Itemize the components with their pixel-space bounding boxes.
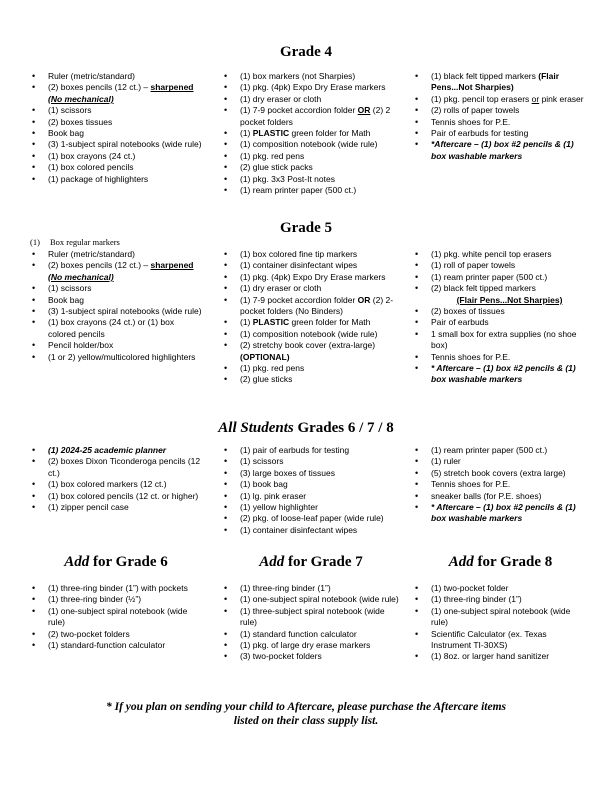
supply-item-text: (1) three-subject spiral notebook (wide rule) (240, 605, 385, 628)
supply-item-text: (1) pkg. white pencil top erasers (431, 249, 552, 259)
grade5-preline-number: (1) (30, 237, 40, 247)
grade8-heading-rest: for Grade 8 (473, 554, 553, 570)
supply-list (222, 583, 400, 663)
supply-item-text: (3) 1-subject spiral notebooks (wide rule) (48, 306, 202, 317)
supply-item-text: (2) boxes of tissues (431, 306, 505, 317)
supply-item (30, 606, 202, 629)
supply-item (222, 491, 400, 502)
all-students-heading (0, 420, 612, 437)
supply-item (413, 583, 588, 594)
supply-item (222, 525, 400, 536)
aftercare-note (60, 700, 552, 728)
supply-item-text: Book bag (48, 294, 84, 305)
supply-item-text: (Flair Pens...Not Sharpies) (456, 294, 563, 305)
supply-item (222, 272, 400, 283)
supply-list (222, 71, 400, 196)
supply-item-text: (1) ream printer paper (500 ct.) (431, 271, 548, 282)
supply-list (413, 249, 588, 386)
supply-item-text: or (531, 93, 540, 104)
supply-item-text: Ruler (metric/standard) (48, 249, 135, 259)
supply-item (413, 117, 588, 128)
supply-item-text: (2) 2 pocket folders (240, 105, 391, 127)
supply-item-text: (1) one-subject spiral notebook (wide rule) (48, 605, 188, 628)
supply-item-text: (1) two-pocket folder (431, 583, 509, 593)
supply-item (30, 594, 202, 605)
supply-item (413, 352, 588, 363)
grade6-heading (30, 554, 202, 571)
supply-item (30, 151, 202, 162)
supply-item (413, 272, 588, 283)
supply-item (413, 445, 588, 456)
supply-item (222, 583, 400, 594)
supply-list (413, 445, 588, 525)
grade5-heading: Grade 5 (279, 220, 333, 236)
supply-item-text: (1) box colored markers (12 ct.) (48, 479, 167, 490)
supply-item-text: (1) pkg. 3x3 Post-It notes (240, 173, 335, 184)
supply-item-text: (1) box colored fine tip markers (240, 249, 358, 259)
supply-item (30, 306, 202, 317)
supply-item-text: (1) package of highlighters (48, 173, 149, 184)
supply-item-text: (Flair Pens...Not Sharpies) (431, 71, 560, 93)
supply-item (30, 295, 202, 306)
supply-item (30, 352, 202, 363)
supply-item-text: pink eraser (539, 93, 584, 104)
supply-item (30, 82, 202, 105)
grade8-list (413, 583, 588, 663)
supply-item-text: (1) standard-function calculator (48, 640, 166, 651)
supply-item (30, 174, 202, 185)
supply-item (222, 502, 400, 513)
supply-item-text: sharpened (150, 260, 194, 271)
grade7-heading-rest: for Grade 7 (284, 554, 363, 570)
supply-item (413, 491, 588, 502)
supply-item-text: 1 small box for extra supplies (no shoe box) (431, 328, 577, 351)
supply-item-text: *Aftercare – (1) box #2 pencils & (1) box washable markers (431, 139, 574, 161)
supply-item-text: (No mechanical) (48, 93, 114, 104)
supply-item (222, 594, 400, 605)
supply-list (413, 71, 588, 162)
supply-item-text: (1) pkg. (4pk) Expo Dry Erase markers (240, 271, 386, 282)
supply-item (222, 629, 400, 640)
supply-item (30, 283, 202, 294)
supply-item-text: (1) box crayons (24 ct.) (48, 150, 136, 161)
supply-item (30, 71, 202, 82)
supply-item (222, 105, 400, 128)
supply-item-text: (1) book bag (240, 479, 288, 490)
grade4-col2 (222, 71, 400, 196)
supply-item (222, 468, 400, 479)
supply-item (413, 606, 588, 629)
supply-item-text: (1) three-ring binder (1”) (240, 583, 331, 593)
supply-item (413, 629, 588, 652)
all-students-col3 (413, 445, 588, 525)
supply-item (30, 340, 202, 351)
grade5-preline-text: Box regular markers (50, 237, 120, 247)
aftercare-note-line1: * If you plan on sending your child to Aftercare, please purchase the Aftercare items (105, 701, 507, 713)
supply-item (413, 456, 588, 467)
supply-item-text: (1) ream printer paper (500 ct.) (240, 185, 357, 196)
supply-item (222, 249, 400, 260)
supply-item-text: (1) composition notebook (wide rule) (240, 139, 378, 150)
supply-item (413, 651, 588, 662)
supply-item (222, 174, 400, 185)
all-students-col1 (30, 445, 202, 513)
supply-item (222, 185, 400, 196)
supply-item (413, 479, 588, 490)
supply-item (413, 502, 588, 525)
supply-item (30, 491, 202, 502)
supply-item (413, 94, 588, 105)
supply-item (413, 249, 588, 260)
supply-item-text: Pair of earbuds for testing (431, 128, 529, 139)
supply-item (30, 456, 202, 479)
supply-item (413, 468, 588, 479)
supply-item-text: (2) pkg. of loose-leaf paper (wide rule) (240, 513, 384, 524)
supply-item-text: (1) box crayons (24 ct.) or (1) box colored pencils (48, 317, 175, 339)
supply-item (413, 306, 588, 317)
supply-item (222, 317, 400, 328)
supply-list (413, 583, 588, 663)
supply-item-text: green folder for Math (289, 317, 371, 328)
supply-item-text: (1) box colored pencils (48, 162, 134, 173)
supply-item-text: (1) three-ring binder (1”) (431, 594, 522, 605)
supply-item-text: Pencil holder/box (48, 340, 114, 351)
supply-item-text: Tennis shoes for P.E. (431, 351, 511, 362)
supply-item (222, 151, 400, 162)
supply-item (222, 640, 400, 651)
supply-item (222, 340, 400, 363)
supply-item-text: (3) two-pocket folders (240, 651, 322, 662)
supply-item (222, 139, 400, 150)
supply-item (222, 445, 400, 456)
supply-item (222, 260, 400, 271)
grade5-col3 (413, 249, 588, 386)
grade4-col1 (30, 71, 202, 185)
grade8-heading-italic: Add (448, 554, 474, 570)
supply-item-text: (1) 2024-25 academic planner (48, 445, 167, 455)
supply-item-text: (1) dry eraser or cloth (240, 93, 322, 104)
supply-item (222, 606, 400, 629)
grade7-heading-italic: Add (259, 554, 285, 570)
supply-item-text: * Aftercare – (1) box #2 pencils & (1) box washable markers (431, 363, 576, 385)
supply-item-text: (1) standard function calculator (240, 628, 357, 639)
supply-item (222, 363, 400, 374)
supply-item-text: (OPTIONAL) (240, 351, 290, 362)
grade5-col1 (30, 249, 202, 363)
grade4-col3 (413, 71, 588, 162)
supply-item-text: (2) black felt tipped markers (431, 283, 536, 294)
supply-item-text: Scientific Calculator (ex. Texas Instrument TI-30XS) (431, 628, 547, 651)
supply-item-text: (1) yellow highlighter (240, 502, 318, 513)
supply-item (222, 128, 400, 139)
supply-item-text: (1) scissors (240, 456, 284, 467)
supply-item-text: (1) roll of paper towels (431, 260, 516, 271)
supply-item-text: (1) container disinfectant wipes (240, 260, 358, 271)
supply-item-text: (2) glue stick packs (240, 162, 313, 173)
supply-item-text: Tennis shoes for P.E. (431, 116, 511, 127)
supply-list (30, 71, 202, 185)
supply-list (30, 249, 202, 363)
supply-item (30, 260, 202, 283)
grade5-col2 (222, 249, 400, 386)
grade6-heading-italic: Add (64, 554, 90, 570)
supply-item-text: OR (357, 294, 371, 305)
supply-item-text: (1) ruler (431, 456, 461, 467)
supply-item-text: sneaker balls (for P.E. shoes) (431, 490, 542, 501)
supply-item-text: (1) pkg. red pens (240, 363, 305, 374)
supply-item (222, 162, 400, 173)
grade5-preline (30, 237, 120, 247)
supply-item (413, 105, 588, 116)
supply-item-text: Pair of earbuds (431, 317, 489, 328)
supply-item-text: (1) scissors (48, 105, 92, 116)
supply-item (413, 295, 588, 306)
supply-item-text: (2) stretchy book cover (extra-large) (240, 340, 376, 351)
supply-item (413, 363, 588, 386)
supply-item-text: (2) boxes Dixon Ticonderoga pencils (12 ct.) (48, 456, 201, 478)
supply-item-text: (1) one-subject spiral notebook (wide rule) (431, 605, 571, 628)
supply-item-text: (1) pkg. pencil top erasers (431, 93, 532, 104)
supply-item (30, 249, 202, 260)
supply-list (30, 445, 202, 513)
supply-item (30, 128, 202, 139)
all-students-heading-italic: All Students (218, 420, 294, 436)
supply-item-text: (1) (240, 128, 253, 139)
supply-item-text: PLASTIC (252, 317, 290, 328)
supply-item-text: (1) 7-9 pocket accordion folder (240, 294, 358, 305)
supply-list (222, 445, 400, 536)
supply-item-text: (1) (240, 317, 253, 328)
supply-item (30, 317, 202, 340)
supply-item-text: (1) zipper pencil case (48, 502, 129, 513)
supply-item (30, 139, 202, 150)
supply-item-text: (2) boxes tissues (48, 116, 113, 127)
supply-item-text: Book bag (48, 128, 84, 139)
supply-item-text: (1) 8oz. or larger hand sanitizer (431, 651, 550, 662)
supply-item (30, 629, 202, 640)
supply-item-text: (1) scissors (48, 283, 92, 294)
all-students-heading-rest: Grades 6 / 7 / 8 (293, 420, 394, 436)
supply-item (413, 283, 588, 294)
supply-item-text: (1) dry eraser or cloth (240, 283, 322, 294)
supply-item (413, 260, 588, 271)
supply-item-text: green folder for Math (289, 128, 371, 139)
supply-item (30, 479, 202, 490)
supply-item-text: (1) 7-9 pocket accordion folder (240, 105, 358, 116)
supply-list (222, 249, 400, 386)
supply-item-text: (1) pkg. of large dry erase markers (240, 640, 371, 651)
supply-item-text: * Aftercare – (1) box #2 pencils & (1) box washable markers (431, 502, 576, 524)
supply-item-text: (5) stretch book covers (extra large) (431, 467, 566, 478)
supply-item (413, 139, 588, 162)
supply-item (222, 513, 400, 524)
supply-item (222, 82, 400, 93)
grade7-list (222, 583, 400, 663)
supply-item (413, 128, 588, 139)
supply-item-text: (1 or 2) yellow/multicolored highlighters (48, 351, 196, 362)
supply-item (30, 445, 202, 456)
supply-item (30, 105, 202, 116)
grade4-heading: Grade 4 (279, 44, 333, 60)
supply-item-text: (1) pkg. red pens (240, 150, 305, 161)
supply-list (30, 583, 202, 651)
supply-item-text: (2) glue sticks (240, 374, 293, 385)
supply-item-text: (1) three-ring binder (1”) with pockets (48, 583, 188, 593)
supply-item-text: (1) composition notebook (wide rule) (240, 328, 378, 339)
supply-item-text: sharpened (150, 82, 194, 93)
supply-item-text: (1) pair of earbuds for testing (240, 445, 350, 455)
supply-item (222, 374, 400, 385)
grade8-heading (413, 554, 588, 571)
grade7-heading (222, 554, 400, 571)
supply-item (413, 317, 588, 328)
supply-item-text: (1) pkg. (4pk) Expo Dry Erase markers (240, 82, 386, 93)
supply-item (222, 329, 400, 340)
supply-item (222, 456, 400, 467)
grade6-heading-rest: for Grade 6 (89, 554, 168, 570)
supply-item-text: (1) box markers (not Sharpies) (240, 71, 356, 81)
supply-item-text: Ruler (metric/standard) (48, 71, 135, 81)
supply-item-text: (2) boxes pencils (12 ct.) – (48, 260, 151, 271)
supply-item-text: OR (357, 105, 371, 116)
supply-item (222, 479, 400, 490)
supply-item-text: PLASTIC (252, 128, 290, 139)
supply-item-text: (1) container disinfectant wipes (240, 524, 358, 535)
supply-item-text: (1) black felt tipped markers (431, 71, 539, 81)
grade6-list (30, 583, 202, 651)
supply-item (30, 502, 202, 513)
supply-item (413, 594, 588, 605)
supply-item (222, 94, 400, 105)
supply-item (30, 162, 202, 173)
supply-item (413, 71, 588, 94)
supply-item (222, 651, 400, 662)
supply-item-text: (No mechanical) (48, 271, 114, 282)
supply-item (30, 640, 202, 651)
supply-item-text: (2) 2-pocket folders (No Binders) (240, 294, 394, 317)
supply-item-text: (1) ream printer paper (500 ct.) (431, 445, 548, 455)
supply-item-text: (2) rolls of paper towels (431, 105, 520, 116)
supply-item-text: (2) boxes pencils (12 ct.) – (48, 82, 151, 93)
supply-item (222, 71, 400, 82)
all-students-col2 (222, 445, 400, 536)
supply-item-text: (2) two-pocket folders (48, 628, 130, 639)
supply-item-text: (3) large boxes of tissues (240, 467, 335, 478)
supply-item-text: (3) 1-subject spiral notebooks (wide rule) (48, 139, 202, 150)
supply-item-text: (1) box colored pencils (12 ct. or higher) (48, 490, 199, 501)
supply-item-text: Tennis shoes for P.E. (431, 479, 511, 490)
supply-item-text: (1) one-subject spiral notebook (wide rule) (240, 594, 399, 605)
supply-item-text: (1) three-ring binder (½”) (48, 594, 142, 605)
supply-item-text: (1) lg. pink eraser (240, 490, 307, 501)
supply-item (222, 295, 400, 318)
supply-item (222, 283, 400, 294)
supply-item (413, 329, 588, 352)
aftercare-note-line2: listed on their class supply list. (233, 715, 379, 727)
supply-item (30, 117, 202, 128)
supply-item (30, 583, 202, 594)
